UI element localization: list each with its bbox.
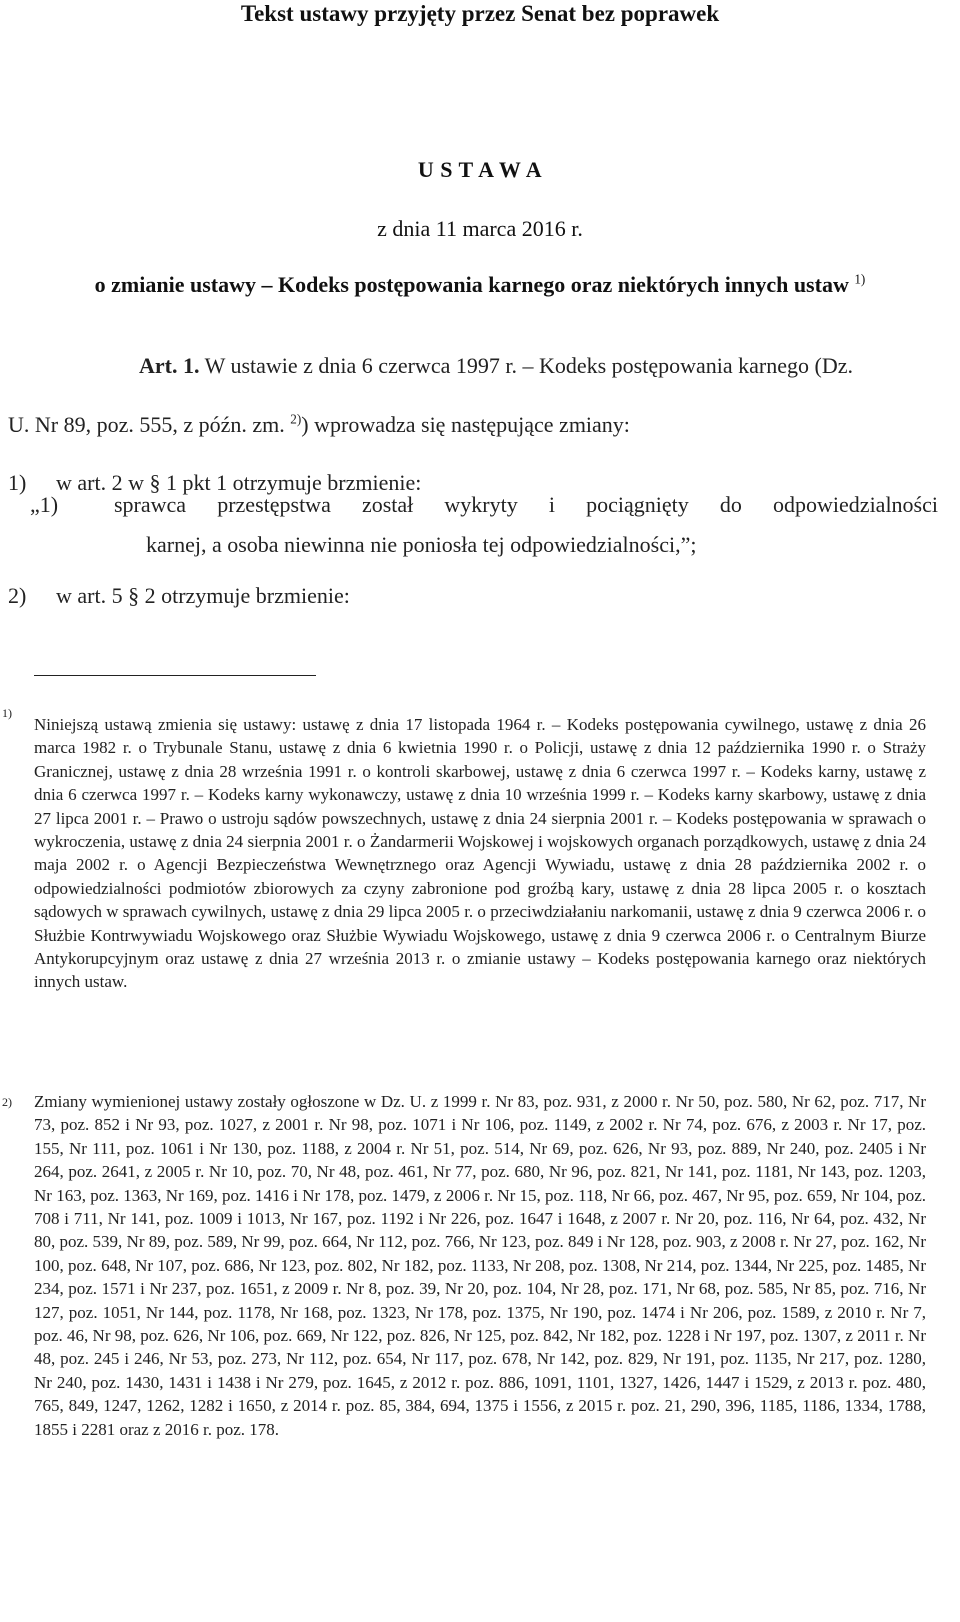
footnote-1-text: Niniejszą ustawą zmienia się ustawy: ustawę z dnia 17 listopada 1964 r. – Kodeks postępowania cywilnego, ustawę z dnia 26 marca 1982 r. o Trybunale Stanu, ustawę z dnia 6 kwietnia 1990 r. o Policji, ustawę z dnia 12 października 1990 r. o Straży Granicznej, ustawę z dnia 28 września 1991 r. o kontroli skarbowej, ustawę z dnia 6 czerwca 1997 r. – Kodeks karny, ustawę z dnia 6 czerwca 1997 r. – Kodeks karny wykonawczy, ustawę z dnia 10 września 1999 r. – Kodeks karny skarbowy, ustawę z dnia 27 lipca 2001 r. – Prawo o ustroju sądów powszechnych, ustawę z dnia 24 sierpnia 2001 r. – Kodeks postępowania w sprawach o wykroczenia, ustawę z dnia 24 sierpnia 2001 r. o Żandarmerii Wojskowej i wojskowych organach porządkowych, ustawę z dnia 24 maja 2002 r. o Agencji Bezpieczeństwa Wewnętrznego oraz Agencji Wywiadu, ustawę z dnia 28 października 2002 r. o odpowiedzialności podmiotów zbiorowych za czyny zabronione pod groźbą kary, ustawę z dnia 28 lipca 2005 r. o kosztach sądowych w sprawach cywilnych, ustawę z dnia 29 lipca 2005 r. o przeciwdziałaniu narkomanii, ustawę z dnia 9 czerwca 2006 r. o Służbie Kontrwywiadu Wojskowego oraz Służbie Wywiadu Wojskowego, ustawę z dnia 9 czerwca 2006 r. o Centralnym Biurze Antykorupcyjnym oraz ustawę z dnia 27 września 2013 r. o zmianie ustawy – Kodeks postępowania karnego oraz niektórych innych ustaw. [34, 715, 926, 992]
act-date: z dnia 11 marca 2016 r. [377, 216, 583, 241]
point-1-quote [30, 490, 938, 520]
point-1-quote-line1: sprawca przestępstwa został wykryty i pociągnięty do odpowiedzialności [114, 492, 938, 517]
point-1-quote-cont: karnej, a osoba niewinna nie poniosła tej odpowiedzialności,”; [146, 532, 697, 557]
point-1-number: 1) [8, 470, 27, 495]
point-1-quote-number: „1) [30, 492, 59, 517]
article-1-intro-cont [8, 410, 934, 440]
act-title-text: o zmianie ustawy – Kodeks postępowania karnego oraz niektórych innych ustaw [94, 272, 849, 297]
point-2-number: 2) [8, 583, 27, 608]
act-title-footnote-ref[interactable]: 1) [854, 271, 866, 287]
page-header-title: Tekst ustawy przyjęty przez Senat bez poprawek [240, 1, 720, 26]
footnote-2-text: Zmiany wymienionej ustawy zostały ogłoszone w Dz. U. z 1999 r. Nr 83, poz. 931, z 2000 r. Nr 50, poz. 580, Nr 62, poz. 717, Nr 73, poz. 852 i Nr 93, poz. 1027, z 2001 r. Nr 98, poz. 1071 i Nr 106, poz. 1149, z 2002 r. Nr 74, poz. 676, z 2003 r. Nr 17, poz. 155, Nr 111, poz. 1061 i Nr 130, poz. 1188, z 2004 r. Nr 51, poz. 514, Nr 69, poz. 626, Nr 93, poz. 889, Nr 240, poz. 2405 i Nr 264, poz. 2641, z 2005 r. Nr 10, poz. 70, Nr 48, poz. 461, Nr 77, poz. 680, Nr 96, poz. 821, Nr 141, poz. 1181, Nr 143, poz. 1203, Nr 163, poz. 1363, Nr 169, poz. 1416 i Nr 178, poz. 1479, z 2006 r. Nr 15, poz. 118, Nr 66, poz. 467, Nr 95, poz. 659, Nr 104, poz. 708 i 711, Nr 141, poz. 1009 i 1013, Nr 167, poz. 1192 i Nr 226, poz. 1647 i 1648, z 2007 r. Nr 20, poz. 116, Nr 64, poz. 432, Nr 80, poz. 539, Nr 89, poz. 589, Nr 99, poz. 664, Nr 112, poz. 766, Nr 123, poz. 849 i Nr 128, poz. 903, z 2008 r. Nr 27, poz. 162, Nr 100, poz. 648, Nr 107, poz. 686, Nr 123, poz. 802, Nr 182, poz. 1133, Nr 208, poz. 1308, Nr 214, poz. 1344, Nr 225, poz. 1485, Nr 234, poz. 1571 i Nr 237, poz. 1651, z 2009 r. Nr 8, poz. 39, Nr 20, poz. 104, Nr 28, poz. 171, Nr 68, poz. 585, Nr 85, poz. 716, Nr 127, poz. 1051, Nr 144, poz. 1178, Nr 168, poz. 1323, Nr 178, poz. 1375, Nr 190, poz. 1474 i Nr 206, poz. 1589, z 2010 r. Nr 7, poz. 46, Nr 98, poz. 626, Nr 106, poz. 669, Nr 122, poz. 826, Nr 125, poz. 842, Nr 182, poz. 1228 i Nr 197, poz. 1307, z 2011 r. Nr 48, poz. 245 i 246, Nr 53, poz. 273, Nr 112, poz. 654, Nr 117, poz. 678, Nr 142, poz. 829, Nr 191, poz. 1135, Nr 217, poz. 1280, Nr 240, poz. 1430, 1431 i 1438 i Nr 279, poz. 1645, z 2012 r. poz. 886, 1091, 1101, 1327, 1426, 1447 i 1529, z 2013 r. poz. 480, 765, 849, 1247, 1262, 1282 i 1650, z 2014 r. poz. 85, 384, 694, 1375 i 1556, z 2015 r. poz. 21, 290, 396, 1185, 1186, 1334, 1788, 1855 i 2281 oraz z 2016 r. poz. 178. [34, 1092, 926, 1439]
article-intro-cont-text: U. Nr 89, poz. 555, z późn. zm. [8, 412, 285, 437]
act-title [0, 272, 960, 298]
footnote-1-mark: 1) [2, 706, 12, 720]
point-1-text: w art. 2 w § 1 pkt 1 otrzymuje brzmienie: [56, 470, 422, 495]
point-2 [8, 581, 934, 611]
point-2-text: w art. 5 § 2 otrzymuje brzmienie: [56, 583, 350, 608]
footnote-2-mark: 2) [2, 1095, 12, 1109]
footnote-separator [34, 675, 316, 676]
article-intro-text: W ustawie z dnia 6 czerwca 1997 r. – Kodeks postępowania karnego (Dz. [204, 353, 853, 378]
article-1-intro [8, 351, 934, 381]
article-label: Art. 1. [139, 353, 200, 378]
act-type-heading: U S T A W A [417, 157, 543, 182]
article-intro-end-text: ) wprowadza się następujące zmiany: [301, 412, 630, 437]
article-footnote-ref[interactable]: 2) [290, 411, 302, 427]
